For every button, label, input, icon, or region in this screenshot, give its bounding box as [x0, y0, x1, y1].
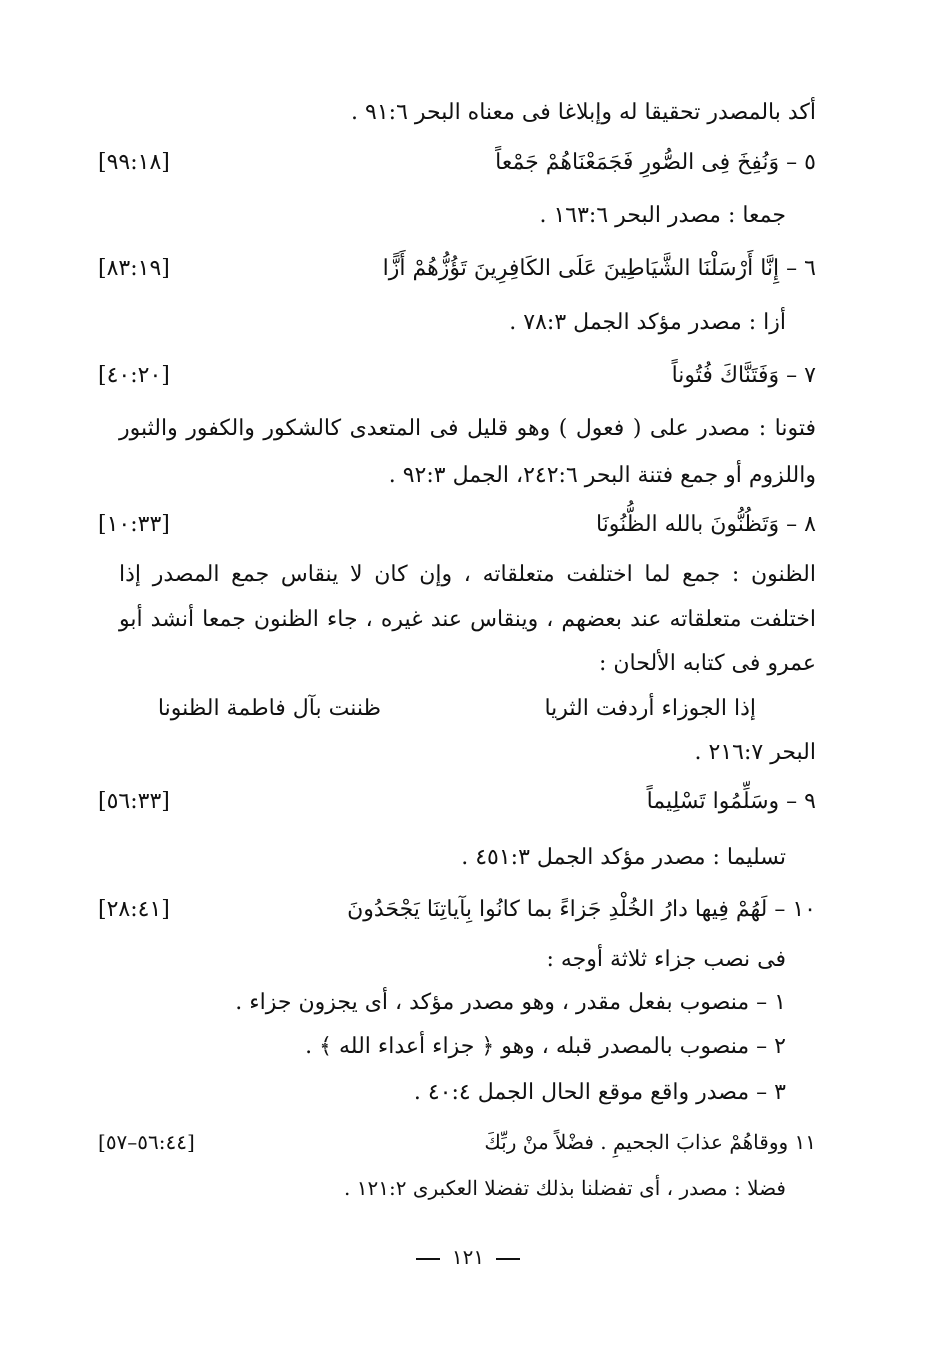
quran-verse-11: ١١ ووقاهُمْ عذابَ الجحيمِ . فضْلاً منْ ربِّكَ [484, 1130, 816, 1154]
verse-reference: [١٨‏:٩٩] [98, 150, 170, 175]
verse-reference: [٣٣‏:٥٦] [98, 789, 170, 814]
text-line: فتونا : مصدر على ( فعول ) وهو قليل فى المتعدى كالشكور والكفور والثبور [119, 416, 816, 441]
text-line: أزا : مصدر مؤكد الجمل ٣‏:٧٨ . [509, 310, 786, 335]
quran-verse-5: ٥ – وَنُفِخَ فِى الصُّورِ فَجَمَعْنَاهُمْ جَمْعاً [495, 150, 816, 175]
folio-dash [416, 1258, 440, 1260]
text-line: اختلفت متعلقاته عند بعضهم ، وينقاس عند غيره ، جاء الظنون جمعا أنشد أبو [119, 607, 816, 632]
verse-reference: [٢٠‏:٤٠] [98, 363, 170, 388]
text-line: فضلا : مصدر ، أى تفضلنا بذلك تفضلا العكبرى ٢‏:١٢١ . [344, 1176, 786, 1200]
quran-verse-6: ٦ – إِنَّا أَرْسَلْنَا الشَّيَاطِينَ عَلَى الكَافِرِينَ تَؤُزُّهُمْ أَزًّا [382, 256, 816, 281]
list-item: ٢ – منصوب بالمصدر قبله ، وهو ﴿ جزاء أعداء الله ﴾ . [305, 1034, 786, 1059]
verse-reference: [٤٤‏:٥٦–٥٧] [98, 1130, 195, 1154]
quran-verse-10: ١٠ – لَهُمْ فِيها دارُ الخُلْدِ جَزاءً بما كانُوا بِآياتِنَا يَجْحَدُونَ [347, 897, 816, 922]
quran-verse-7: ٧ – وَفَتَنَّاكَ فُتُوناً [671, 363, 816, 388]
text-line: تسليما : مصدر مؤكد الجمل ٣‏:٤٥١ . [461, 845, 786, 870]
verse-reference: [٤١‏:٢٨] [98, 897, 170, 922]
text-line: الظنون : جمع لما اختلفت متعلقاته ، وإن كان لا ينقاس جمع المصدر إذا [119, 562, 816, 587]
text-line: واللزوم أو جمع فتنة البحر ٦‏:٢٤٢، الجمل ٣‏:٩٢ . [388, 463, 816, 488]
text-line: البحر ٧‏:٢١٦ . [694, 740, 816, 765]
verse-reference: [٣٣‏:١٠] [98, 512, 170, 537]
poetry-hemistich-second: ظننت بآل فاطمة الظنونا [157, 696, 381, 721]
text-line: عمرو فى كتابه الألحان : [598, 651, 816, 676]
text-line: جمعا : مصدر البحر ٦‏:١٦٣ . [539, 203, 786, 228]
list-item: ٣ – مصدر واقع موقع الحال الجمل ٤‏:٤٠ . [413, 1080, 786, 1105]
quran-verse-8: ٨ – وَتَظُنُّونَ بالله الظُّنُونَا [595, 512, 816, 537]
list-item: ١ – منصوب بفعل مقدر ، وهو مصدر مؤكد ، أى يجزون جزاء . [235, 990, 786, 1015]
page-number: ١٢١ [451, 1245, 485, 1269]
text-line: فى نصب جزاء ثلاثة أوجه : [546, 947, 786, 972]
poetry-hemistich-first: إذا الجوزاء أردفت الثريا [544, 696, 756, 721]
verse-reference: [١٩‏:٨٣] [98, 256, 170, 281]
page-number-footer [0, 1242, 936, 1272]
text-line: أكد بالمصدر تحقيقا له وإبلاغا فى معناه البحر ٦‏:٩١ . [351, 100, 816, 125]
folio-dash [496, 1258, 520, 1260]
quran-verse-9: ٩ – وسَلِّمُوا تَسْلِيماً [646, 789, 816, 814]
